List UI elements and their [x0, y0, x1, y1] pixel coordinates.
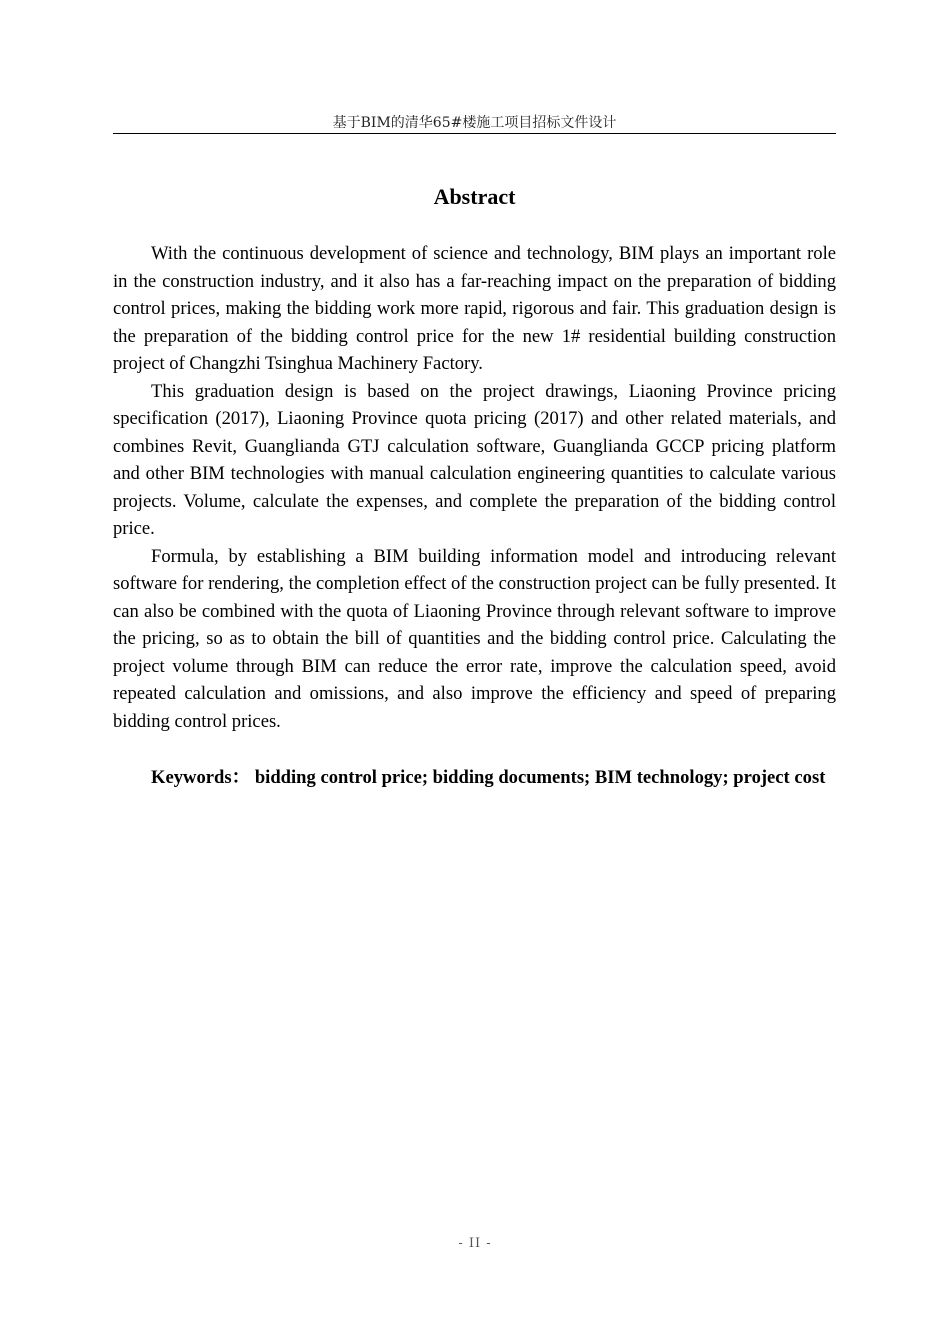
- running-header: 基于BIM的清华65#楼施工项目招标文件设计: [332, 115, 617, 131]
- abstract-body: [113, 240, 836, 735]
- page-title: Abstract: [433, 184, 516, 209]
- keywords-section: [113, 764, 836, 792]
- page-number: - II -: [458, 1236, 492, 1251]
- header-divider: [113, 133, 836, 134]
- abstract-paragraph: Formula, by establishing a BIM building information model and introducing relevant software for rendering, the completion effect of the construction project can be fully presented. It can also be combined with the quota of Liaoning Province through relevant software to improve the pricing, so as to obtain the bill of quantities and the bidding control price. Calculating the project volume through BIM can reduce the error rate, improve the calculation speed, avoid repeated calculation and omissions, and also improve the efficiency and speed of preparing bidding control prices.: [113, 545, 836, 732]
- keywords-label: Keywords：: [151, 767, 251, 788]
- abstract-paragraph: This graduation design is based on the project drawings, Liaoning Province pricing specification (2017), Liaoning Province quota pricing (2017) and other related materials, and combines Revit, Guanglianda GTJ calculation software, Guanglianda GCCP pricing platform and other BIM technologies with manual calculation engineering quantities to calculate various projects. Volume, calculate the expenses, and complete the preparation of the bidding control price.: [113, 380, 836, 539]
- abstract-paragraph: With the continuous development of science and technology, BIM plays an important role in the construction industry, and it also has a far-reaching impact on the preparation of bidding control prices, making the bidding work more rapid, rigorous and fair. This graduation design is the preparation of the bidding control price for the new 1# residential building construction project of Changzhi Tsinghua Machinery Factory.: [113, 243, 836, 374]
- keywords-text: bidding control price; bidding documents; BIM technology; project cost: [250, 767, 826, 788]
